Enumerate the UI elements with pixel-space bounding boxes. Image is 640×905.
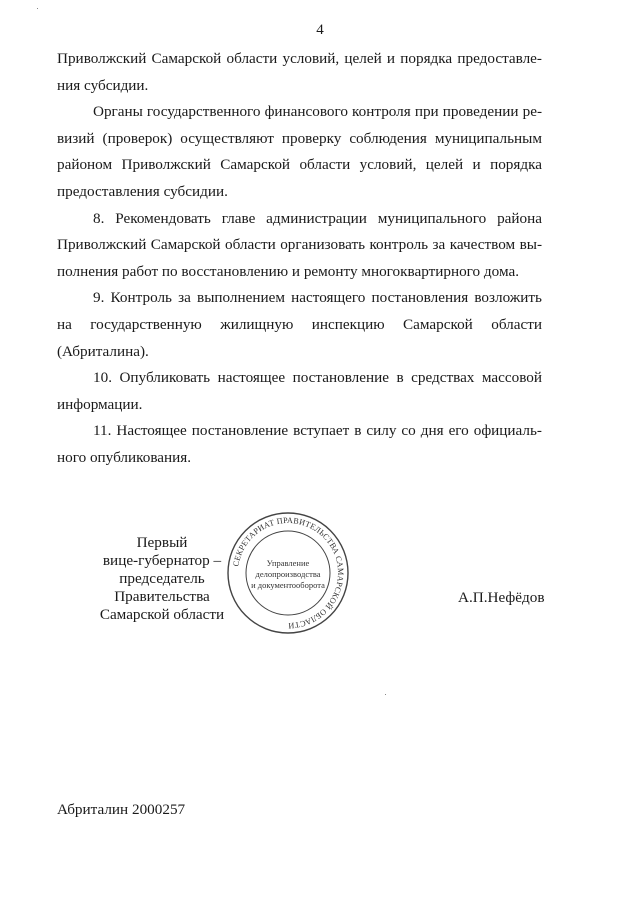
document-body — [57, 46, 542, 472]
position-line: Самарской области — [99, 606, 225, 623]
stamp-center-line: и документооборота — [251, 580, 325, 590]
signatory-position — [82, 534, 242, 624]
stamp-center-line: Управление — [266, 558, 310, 568]
official-stamp — [225, 510, 351, 636]
position-line: Первый — [136, 534, 188, 551]
paragraph-financial-control: Органы государственного финансового контроля при проведении ре-визий (проверок) осуществляют проверку соблюдения муниципальным районом Приволжский Самарской области условий, целей и порядка предоставления субсидии. — [57, 103, 542, 200]
paragraph-item-8: 8. Рекомендовать главе администрации муниципального района Приволжский Самарской области организовать контроль за качеством вы-полнения работ по восстановлению и ремонту многоквартирного дома. — [57, 209, 542, 280]
page-number: 4 — [316, 22, 324, 38]
paragraph-item-9: 9. Контроль за выполнением настоящего постановления возложить на государственную жилищную инспекцию Самарской области (Абриталина). — [57, 289, 542, 360]
paragraph-item-11: 11. Настоящее постановление вступает в силу со дня его официаль-ного опубликования. — [57, 422, 542, 466]
position-line: вице-губернатор – — [102, 552, 222, 569]
stamp-ring-text: СЕКРЕТАРИАТ ПРАВИТЕЛЬСТВА САМАРСКОЙ ОБЛАСТИ — [231, 515, 346, 631]
signatory-name: А.П.Нефёдов — [458, 589, 545, 606]
stamp-center-line: делопроизводства — [255, 569, 321, 579]
paragraph-continuation: Приволжский Самарской области условий, целей и порядка предоставле-ния субсидии. — [57, 50, 542, 94]
scan-speck — [37, 8, 38, 9]
executor-note: Абриталин 2000257 — [57, 801, 186, 818]
position-line: председатель Правительства — [114, 570, 210, 605]
scan-speck — [385, 694, 386, 695]
paragraph-item-10: 10. Опубликовать настоящее постановление в средствах массовой информации. — [57, 369, 542, 413]
